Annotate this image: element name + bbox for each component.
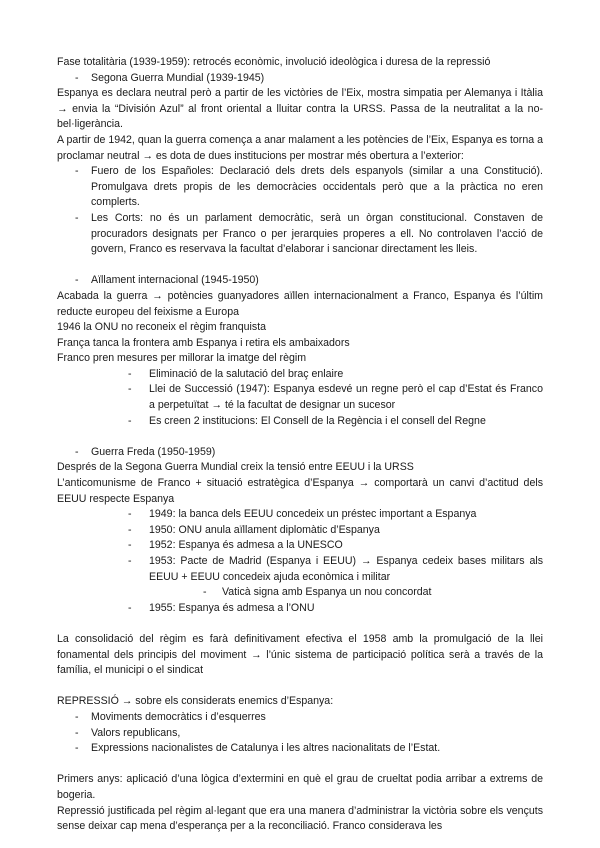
paragraph: 1946 la ONU no reconeix el règim franquista: [57, 321, 267, 334]
list-item: - 1952: Espanya és admesa a la UNESCO: [57, 538, 543, 554]
paragraph: L’anticomunisme de Franco + situació estratègica d’Espanya → comportarà un canvi d’actitud dels EEUU respecte Espanya: [57, 477, 543, 505]
paragraph: Primers anys: aplicació d’una lògica d’extermini en què el grau de crueltat podia arribar a extrems de bogeria.: [57, 773, 543, 801]
list-item: - Moviments democràtics i d’esquerres: [57, 710, 543, 726]
list-item: - Expressions nacionalistes de Catalunya i les altres nacionalitats de l’Estat.: [57, 741, 543, 757]
section-heading-list: [57, 445, 543, 461]
list-item: - 1950: ONU anula aïllament diplomàtic d’Espanya: [57, 523, 543, 539]
section-heading-list: [57, 71, 543, 87]
section-heading-cold-war: - Guerra Freda (1950-1959): [57, 445, 543, 461]
bullet-list: [57, 507, 543, 585]
bullet-list: [57, 601, 543, 617]
paragraph: França tanca la frontera amb Espanya i retira els ambaixadors: [57, 336, 350, 349]
section-heading-ww2: - Segona Guerra Mundial (1939-1945): [57, 71, 543, 87]
list-subitem: - Vaticà signa amb Espanya un nou concordat: [57, 585, 543, 601]
list-item: - 1955: Espanya és admesa a l’ONU: [57, 601, 543, 617]
list-item: - 1949: la banca dels EEUU concedeix un préstec important a Espanya: [57, 507, 543, 523]
intro-line: Fase totalitària (1939-1959): retrocés econòmic, involució ideològica i duresa de la repressió: [57, 56, 491, 68]
list-item: - Fuero de los Españoles: Declaració dels drets dels espanyols (similar a una Constitució). Promulgava drets propis de les democràcies occidentals però que a la pràctica no eren complerts.: [57, 164, 543, 211]
bullet-list: [57, 710, 543, 757]
paragraph: A partir de 1942, quan la guerra comença a anar malament a les potències de l’Eix, Espanya es torna a proclamar neutral → es dota de dues institucions per mostrar més obertura a l’exterior:: [57, 133, 543, 162]
paragraph: Espanya es declara neutral però a partir de les victòries de l’Eix, mostra simpatia per Alemanya i Itàlia → envia la “División Azul” al front oriental a lluitar contra la URSS. Passa de la neutralitat a la no-bel·ligerància.: [57, 87, 543, 131]
sub-bullet-list: [57, 585, 543, 601]
bullet-list: [57, 367, 543, 429]
section-heading-list: [57, 273, 543, 289]
list-item: - 1953: Pacte de Madrid (Espanya i EEUU) → Espanya cedeix bases militars als EEUU + EEUU concedeix ajuda econòmica i militar: [57, 554, 543, 585]
list-item: - Eliminació de la salutació del braç enlaire: [57, 367, 543, 383]
repression-heading: REPRESSIÓ → sobre els considerats enemics d’Espanya:: [57, 695, 334, 708]
list-item: - Les Corts: no és un parlament democràtic, serà un òrgan constitucional. Constaven de procuradors designats per Franco o per jerarquies properes a ell. No controlaven l’acció de govern, Franco es reservava la facultat d’elaborar i sancionar directament les lleis.: [57, 211, 543, 258]
paragraph: La consolidació del règim es farà definitivament efectiva el 1958 amb la promulgació de la llei fonamental dels principis del moviment → l’únic sistema de participació política serà a través de la família, el municipi o el sindicat: [57, 632, 543, 677]
paragraph: Franco pren mesures per millorar la imatge del règim: [57, 352, 307, 365]
paragraph: Repressió justificada pel règim al·legant que era una manera d’administrar la victòria sobre els vençuts sense deixar cap mena d’esperança per a la reconciliació. Franco considerava les: [57, 804, 543, 833]
section-heading-isolation: - Aïllament internacional (1945-1950): [57, 273, 543, 289]
bullet-list: [57, 164, 543, 258]
paragraph: Després de la Segona Guerra Mundial creix la tensió entre EEUU i la URSS: [57, 461, 414, 474]
list-item: - Llei de Successió (1947): Espanya esdevé un regne però el cap d’Estat és Franco a perpetuïtat → té la facultat de designar un sucesor: [57, 382, 543, 413]
list-item: - Es creen 2 institucions: El Consell de la Regència i el consell del Regne: [57, 414, 543, 430]
list-item: - Valors republicans,: [57, 726, 543, 742]
paragraph: Acabada la guerra → potències guanyadores aïllen internacionalment a Franco, Espanya és l’últim reducte europeu del feixisme a Europa: [57, 289, 543, 318]
